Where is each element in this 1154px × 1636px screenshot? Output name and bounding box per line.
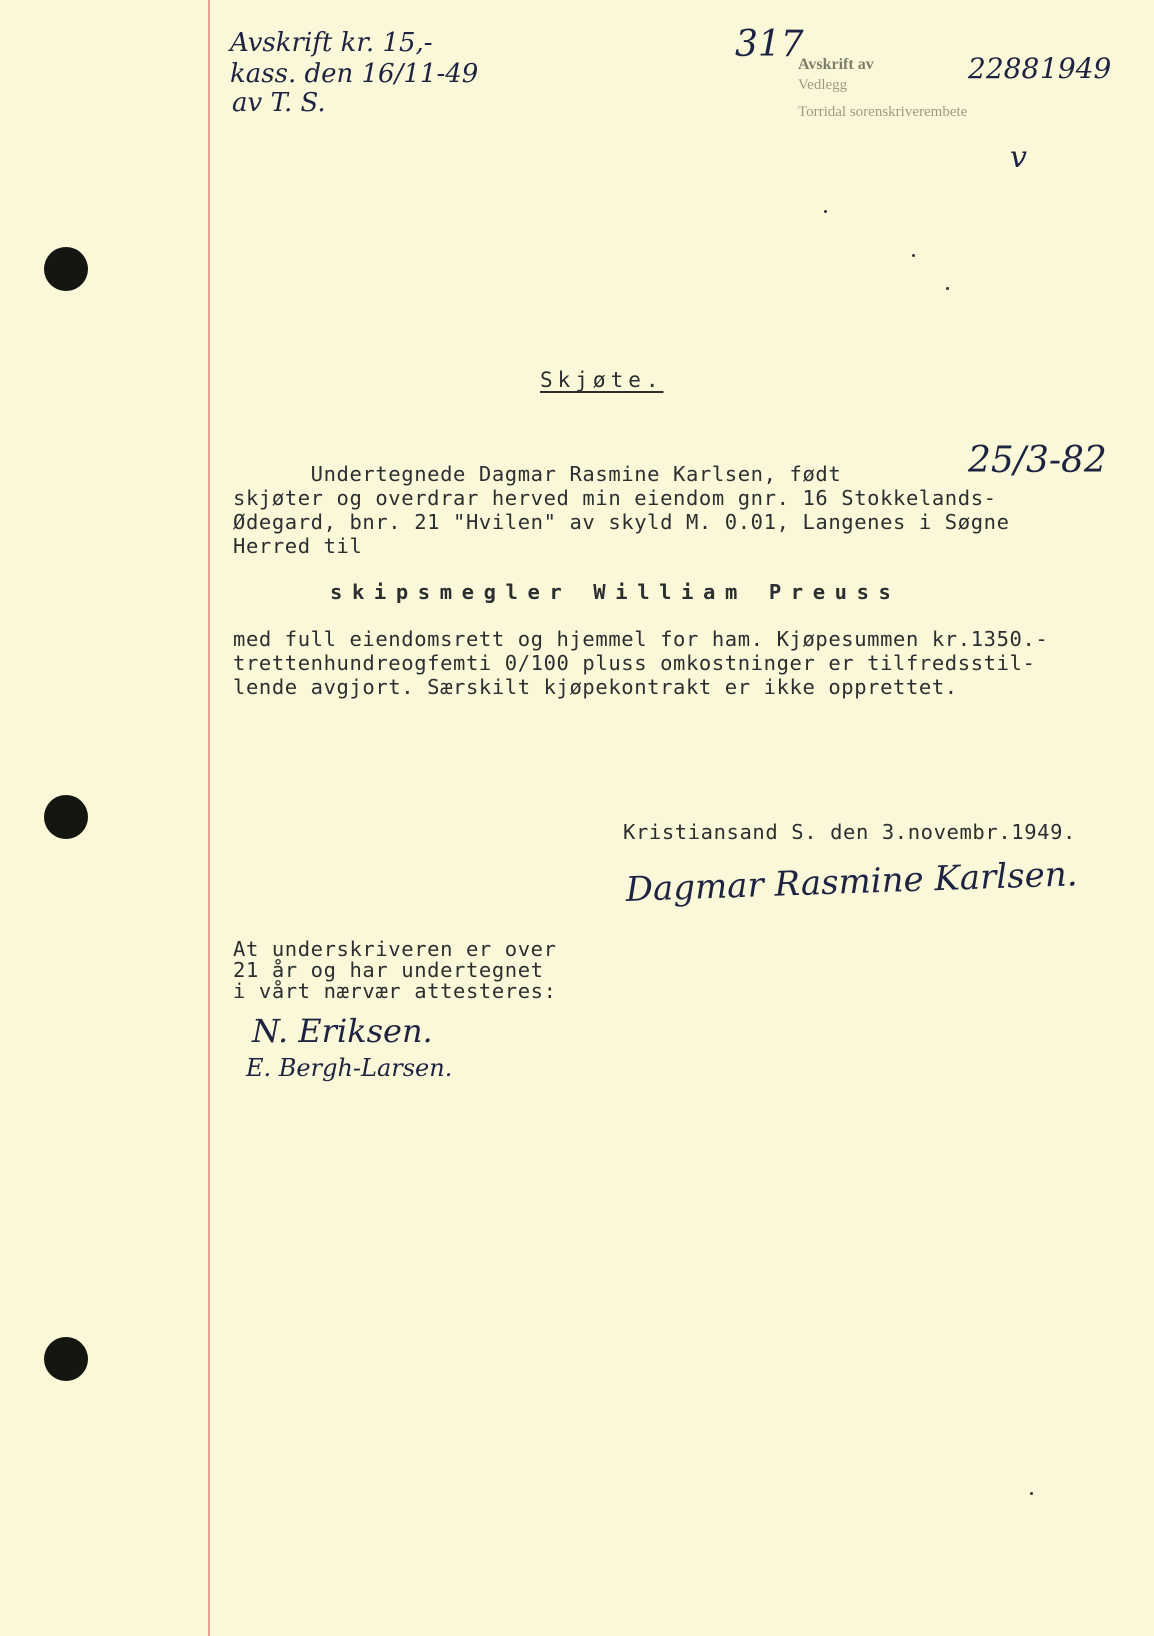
body-line: trettenhundreogfemti 0/100 pluss omkostninger er tilfredsstil- <box>233 651 1036 675</box>
place-date: Kristiansand S. den 3.novembr.1949. <box>623 820 1076 844</box>
check-mark: v <box>1010 140 1027 175</box>
fee-note: Avskrift kr. 15,- <box>230 28 433 58</box>
body-line: skjøter og overdrar herved min eiendom gnr. 16 Stokkelands- <box>233 486 997 510</box>
body-line: med full eiendomsrett og hjemmel for ham. Kjøpesummen kr.1350.- <box>233 627 1049 651</box>
document-title: Skjøte. <box>540 368 664 392</box>
birth-date: 25/3-82 <box>968 440 1107 481</box>
body-line: lende avgjort. Særskilt kjøpekontrakt er ikke opprettet. <box>233 675 958 699</box>
record-number: 2288 <box>968 52 1040 85</box>
initials-note: av T. S. <box>232 88 326 118</box>
record-year: 1949 <box>1040 52 1112 85</box>
witness-signature-2: E. Bergh-Larsen. <box>246 1054 453 1082</box>
body-line: Ødegard, bnr. 21 "Hvilen" av skyld M. 0.01, Langenes i Søgne <box>233 510 1010 534</box>
body-line: Undertegnede Dagmar Rasmine Karlsen, født <box>233 462 842 486</box>
speck <box>946 287 949 290</box>
page-number: 317 <box>735 24 804 65</box>
punch-hole <box>44 247 88 291</box>
witness-text: At underskriveren er over <box>233 937 557 961</box>
stamp-label: Avskrift av <box>798 56 874 73</box>
witness-text: i vårt nærvær attesteres: <box>233 979 557 1003</box>
witness-text: 21 år og har undertegnet <box>233 958 544 982</box>
punch-hole <box>44 795 88 839</box>
cashier-note: kass. den 16/11-49 <box>230 59 479 89</box>
speck <box>824 210 827 213</box>
speck <box>1030 1492 1033 1495</box>
punch-hole <box>44 1337 88 1381</box>
signature: Dagmar Rasmine Karlsen. <box>625 854 1079 910</box>
speck <box>912 254 915 257</box>
buyer-name: skipsmegler William Preuss <box>330 580 901 604</box>
stamp-line-2: Vedlegg <box>798 77 848 93</box>
margin-line <box>208 0 210 1636</box>
witness-signature-1: N. Eriksen. <box>252 1012 433 1050</box>
stamp-line-3: Torridal sorenskriverembete <box>798 104 968 120</box>
body-line: Herred til <box>233 534 363 558</box>
